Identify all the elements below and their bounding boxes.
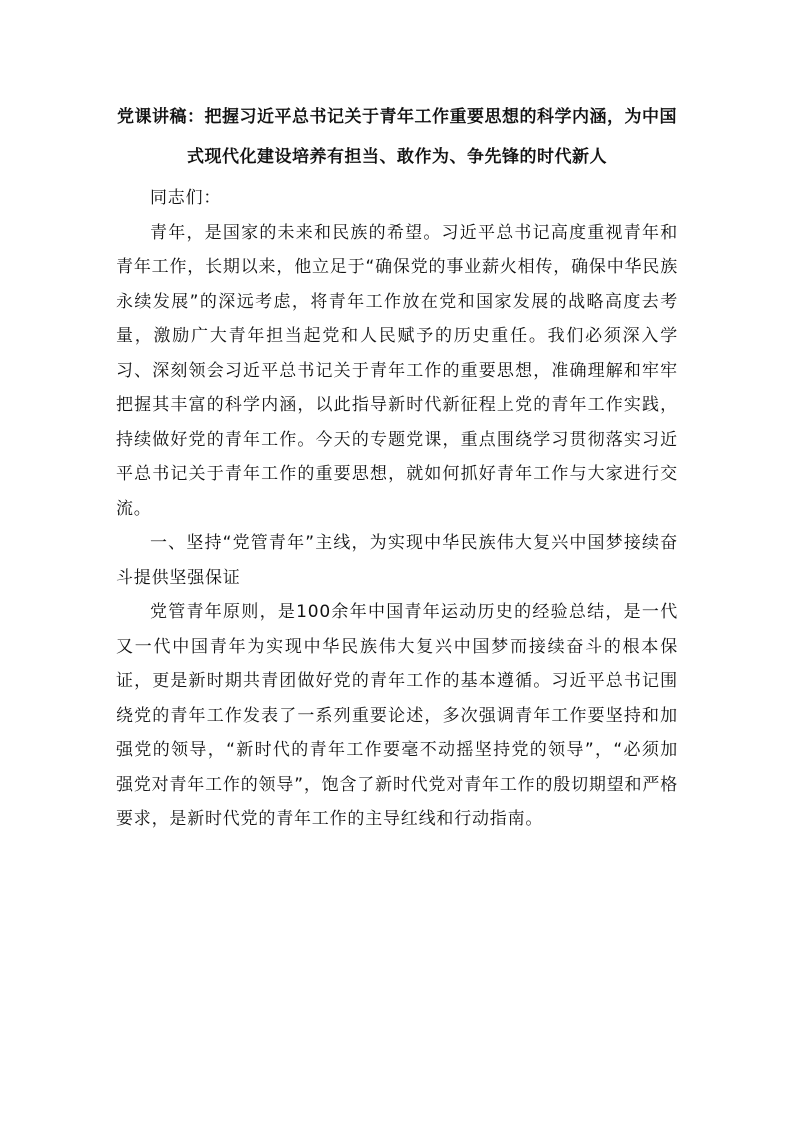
document-body [116, 97, 678, 837]
paragraph-intro: 青年，是国家的未来和民族的希望。习近平总书记高度重视青年和青年工作，长期以来，他立足于“确保党的事业薪火相传，确保中华民族永续发展”的深远考虑，将青年工作放在党和国家发展的战略高度去考量，激励广大青年担当起党和人民赋予的历史重任。我们必须深入学习、深刻领会习近平总书记关于青年工作的重要思想，准确理解和牢牢把握其丰富的科学内涵，以此指导新时代新征程上党的青年工作实践，持续做好党的青年工作。今天的专题党课，重点围绕学习贯彻落实习近平总书记关于青年工作的重要思想，就如何抓好青年工作与大家进行交流。 [116, 222, 678, 519]
section-heading-1: 一、坚持“党管青年”主线，为实现中华民族伟大复兴中国梦接续奋斗提供坚强保证 [116, 533, 678, 588]
greeting: 同志们： [150, 188, 222, 208]
document-title: 党课讲稿：把握习近平总书记关于青年工作重要思想的科学内涵，为中国式现代化建设培养有担当、敢作为、争先锋的时代新人 [117, 107, 677, 167]
paragraph-section-1: 党管青年原则，是100余年中国青年运动历史的经验总结，是一代又一代中国青年为实现中华民族伟大复兴中国梦而接续奋斗的根本保证，更是新时期共青团做好党的青年工作的基本遵循。习近平总书记围绕党的青年工作发表了一系列重要论述，多次强调青年工作要坚持和加强党的领导，“新时代的青年工作要毫不动摇坚持党的领导”，“必须加强党对青年工作的领导”，饱含了新时代党对青年工作的殷切期望和严格要求，是新时代党的青年工作的主导红线和行动指南。 [116, 602, 678, 829]
